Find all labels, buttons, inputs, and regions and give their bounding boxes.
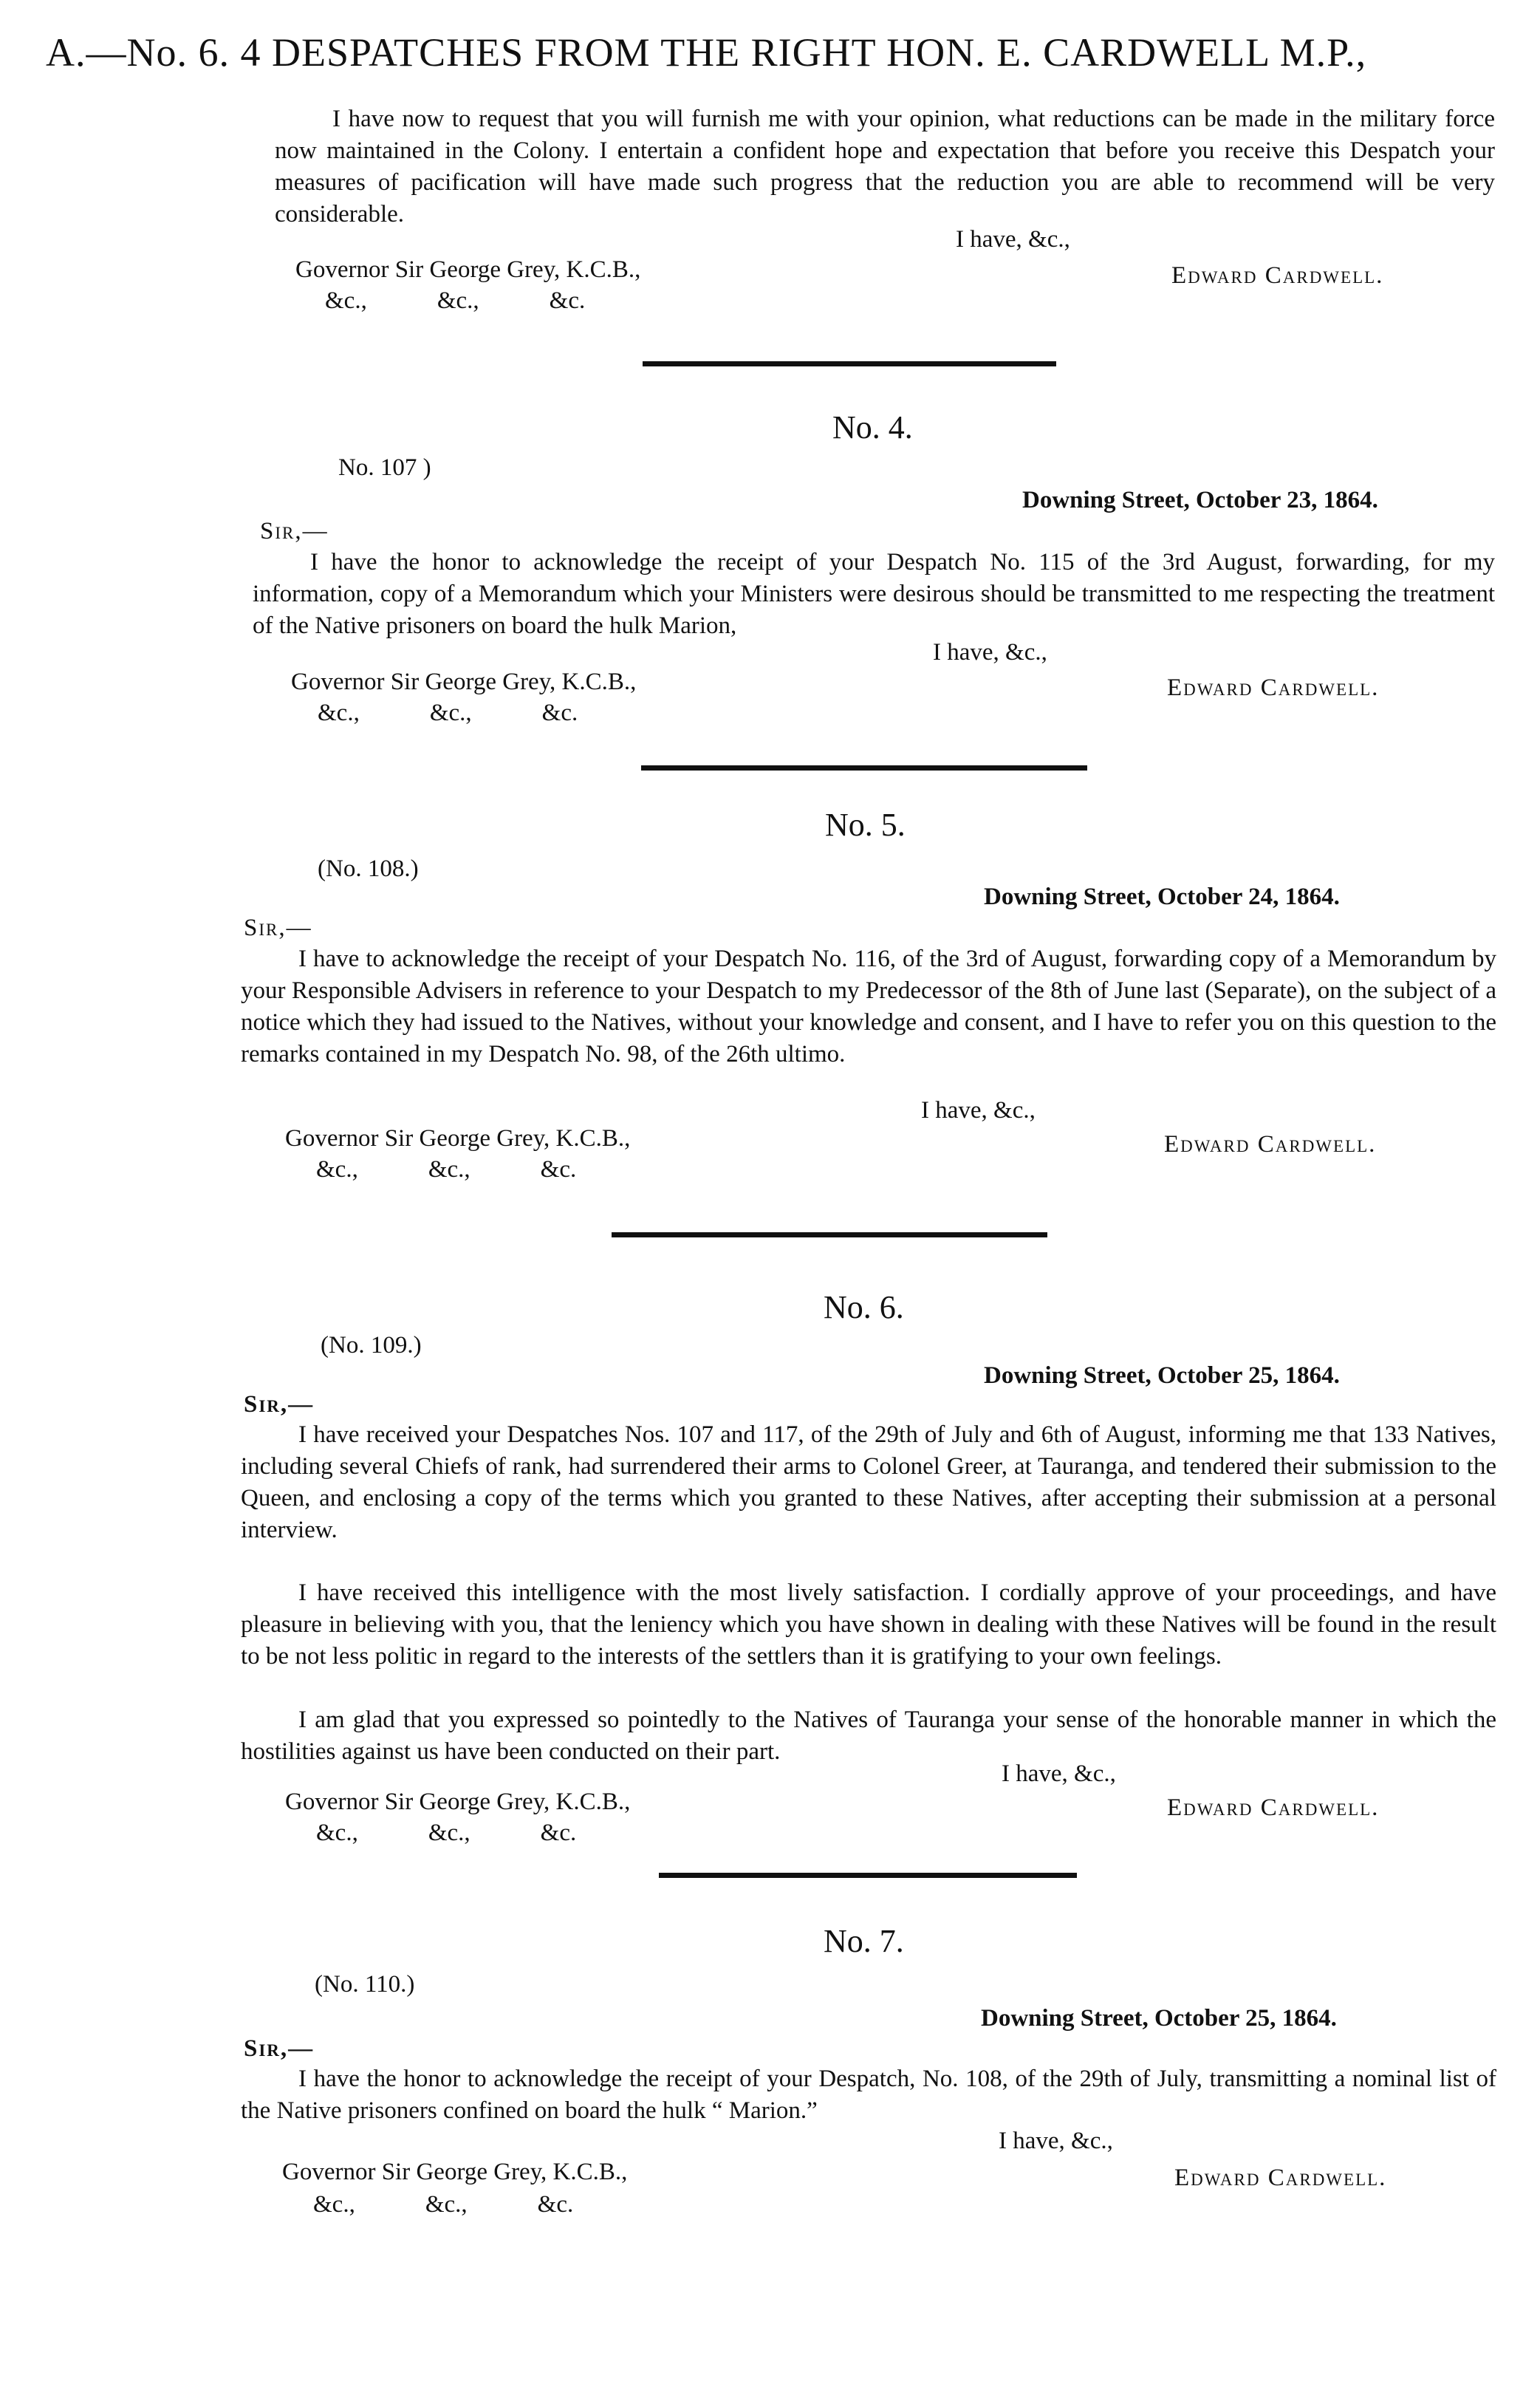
despatch-ref: (No. 110.): [315, 1971, 415, 1998]
despatch-paragraph: I am glad that you expressed so pointedly to the Natives of Tauranga your sense of the honorable manner in which the hostilities against us have been conducted on their part.: [241, 1707, 1496, 1765]
etc-3: &c.: [537, 2191, 574, 2218]
salutation: Sir,—: [244, 915, 312, 941]
signature: Edward Cardwell.: [1167, 1794, 1380, 1821]
divider-rule: [659, 1873, 1077, 1878]
etc-line: [316, 1817, 646, 1849]
etc-3: &c.: [540, 1820, 577, 1846]
place-date: Downing Street, October 25, 1864.: [984, 1362, 1340, 1389]
etc-2: &c.,: [428, 1156, 470, 1183]
etc-line: [318, 697, 648, 729]
page-header: A.—No. 6. 4 DESPATCHES FROM THE RIGHT HON. E. CARDWELL M.P.,: [46, 30, 1367, 75]
divider-rule: [641, 765, 1087, 771]
addressee: Governor Sir George Grey, K.C.B.,: [285, 1125, 631, 1152]
closing: I have, &c.,: [933, 639, 1047, 666]
intro-signature: Edward Cardwell.: [1171, 262, 1384, 289]
despatch-heading: No. 6.: [824, 1289, 904, 1325]
place-date: Downing Street, October 23, 1864.: [1022, 487, 1378, 513]
despatch-heading: No. 5.: [825, 807, 906, 843]
salutation: Sir,—: [260, 518, 329, 544]
etc-1: &c.,: [316, 1156, 358, 1183]
closing: I have, &c.,: [921, 1097, 1036, 1124]
intro-addressee: Governor Sir George Grey, K.C.B.,: [295, 256, 641, 283]
closing: I have, &c.,: [999, 2128, 1113, 2154]
etc-2: &c.,: [425, 2191, 468, 2218]
despatch-ref: No. 107 ): [338, 454, 431, 481]
despatch-paragraph: I have received your Despatches Nos. 107 and 117, of the 29th of July and 6th of August, informing me that 133 Natives, including several Chiefs of rank, had surrendered their arms to Colonel Greer, at Tauranga, and tendered their submission to the Queen, and enclosing a copy of the terms which you granted to these Natives, after accepting their submission at a personal interview.: [241, 1421, 1496, 1543]
etc-2: &c.,: [437, 287, 479, 314]
etc-1: &c.,: [318, 700, 360, 726]
addressee: Governor Sir George Grey, K.C.B.,: [282, 2159, 628, 2185]
despatch-paragraph: I have to acknowledge the receipt of your Despatch No. 116, of the 3rd of August, forwarding copy of a Memorandum by your Responsible Advisers in reference to your Despatch to my Predecessor of the 8th of June last (Separate), on the subject of a notice which they had issued to the Natives, without your knowledge and consent, and I have to refer you on this question to the remarks contained in my Despatch No. 98, of the 26th ultimo.: [241, 946, 1496, 1068]
etc-3: &c.: [549, 287, 586, 314]
salutation: Sir,—: [244, 1391, 315, 1418]
etc-line: [316, 1154, 646, 1186]
addressee: Governor Sir George Grey, K.C.B.,: [291, 669, 637, 695]
etc-1: &c.,: [313, 2191, 355, 2218]
signature: Edward Cardwell.: [1167, 674, 1380, 701]
etc-1: &c.,: [325, 287, 367, 314]
addressee: Governor Sir George Grey, K.C.B.,: [285, 1789, 631, 1815]
despatch-ref: (No. 109.): [321, 1332, 422, 1359]
etc-1: &c.,: [316, 1820, 358, 1846]
place-date: Downing Street, October 25, 1864.: [981, 2005, 1337, 2032]
signature: Edward Cardwell.: [1164, 1131, 1377, 1158]
divider-rule: [643, 361, 1056, 366]
etc-2: &c.,: [428, 1820, 470, 1846]
despatch-heading: No. 4.: [832, 409, 913, 445]
etc-3: &c.: [540, 1156, 577, 1183]
despatch-paragraph: I have received this intelligence with the most lively satisfaction. I cordially approve of your proceedings, and have pleasure in believing with you, that the leniency which you have shown in dealing with these Natives will be found in the result to be not less politic in regard to the interests of the settlers than it is gratifying to your own feelings.: [241, 1579, 1496, 1670]
intro-etc: [325, 285, 655, 317]
signature: Edward Cardwell.: [1174, 2165, 1387, 2191]
etc-line: [313, 2189, 643, 2221]
etc-3: &c.: [541, 700, 578, 726]
despatch-heading: No. 7.: [824, 1923, 904, 1959]
despatch-paragraph: I have the honor to acknowledge the receipt of your Despatch No. 115 of the 3rd August, forwarding, for my information, copy of a Memorandum which your Ministers were desirous should be transmitted to me respecting the treatment of the Native prisoners on board the hulk Marion,: [253, 549, 1495, 639]
place-date: Downing Street, October 24, 1864.: [984, 884, 1340, 910]
despatch-paragraph: I have the honor to acknowledge the receipt of your Despatch, No. 108, of the 29th of July, transmitting a nominal list of the Native prisoners confined on board the hulk “ Marion.”: [241, 2066, 1496, 2124]
intro-paragraph: I have now to request that you will furnish me with your opinion, what reductions can be made in the military force now maintained in the Colony. I entertain a confident hope and expectation that before you receive this Despatch your measures of pacification will have made such progress that the reduction you are able to recommend will be very considerable.: [275, 106, 1495, 228]
etc-2: &c.,: [429, 700, 472, 726]
closing: I have, &c.,: [1002, 1760, 1116, 1787]
despatch-ref: (No. 108.): [318, 855, 419, 882]
intro-closing: I have, &c.,: [956, 226, 1070, 253]
divider-rule: [612, 1232, 1047, 1237]
salutation: Sir,—: [244, 2035, 315, 2062]
